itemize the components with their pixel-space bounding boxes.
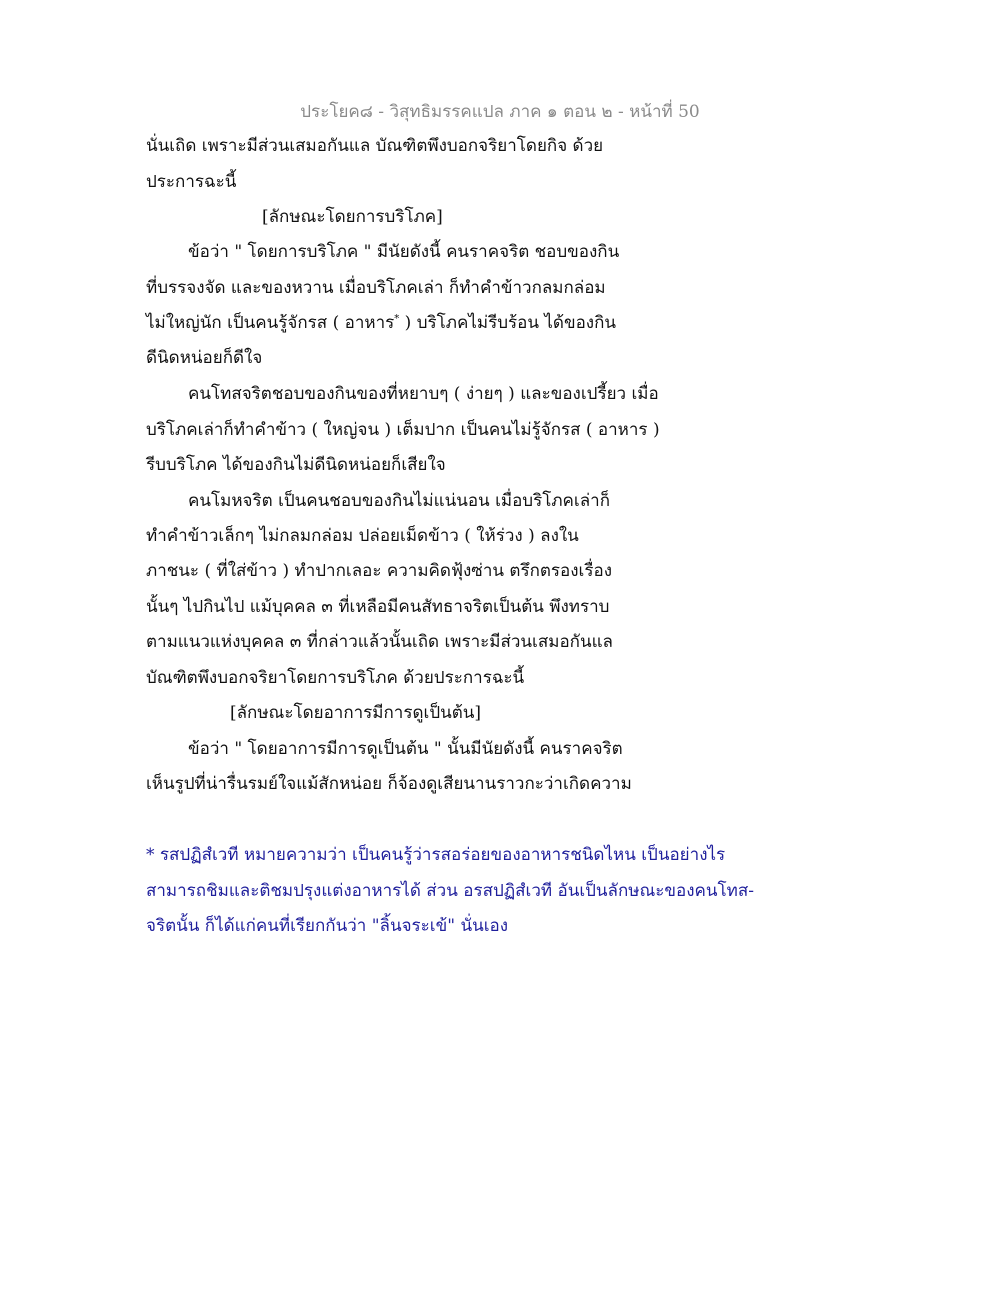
footnote-line-1: * รสปฏิสํเวที หมายความว่า เป็นคนรู้ว่ารสอร่อยของอาหารชนิดไหน เป็นอย่างไร (146, 845, 726, 865)
footnote-marker: * (394, 313, 400, 325)
body-line-7: คนโทสจริตชอบของกินของที่หยาบๆ ( ง่ายๆ ) และของเปรี้ยว เมื่อ (188, 384, 659, 404)
footnote-line-2: สามารถชิมและติชมปรุงแต่งอาหารได้ ส่วน อรสปฏิสํเวที อันเป็นลักษณะของคนโทส- (146, 881, 754, 901)
body-line-8: บริโภคเล่าก็ทำคำข้าว ( ใหญ่จน ) เต็มปาก เป็นคนไม่รู้จักรส ( อาหาร ) (146, 420, 660, 440)
body-line-5-after: ) บริโภคไม่รีบร้อน ได้ของกิน (399, 313, 617, 333)
body-line-4: ที่บรรจงจัด และของหวาน เมื่อบริโภคเล่า ก็ทำคำข้าวกลมกล่อม (146, 278, 606, 298)
body-line-17: เห็นรูปที่น่ารื่นรมย์ใจแม้สักหน่อย ก็จ้องดูเสียนานราวกะว่าเกิดความ (146, 774, 632, 794)
body-line-5-before: ไม่ใหญ่นัก เป็นคนรู้จักรส ( อาหาร (146, 313, 395, 333)
page-header: ประโยค๘ - วิสุทธิมรรคแปล ภาค ๑ ตอน ๒ - หน้าที่ 50 (300, 102, 700, 122)
body-line-3: ข้อว่า " โดยการบริโภค " มีนัยดังนี้ คนราคจริต ชอบของกิน (188, 242, 620, 262)
body-line-13: นั้นๆ ไปกินไป แม้บุคคล ๓ ที่เหลือมีคนสัทธาจริตเป็นต้น พึงทราบ (146, 597, 610, 617)
footnote-line-3: จริตนั้น ก็ได้แก่คนที่เรียกกันว่า "ลิ้นจระเข้" นั่นเอง (146, 916, 509, 936)
body-line-10: คนโมหจริต เป็นคนชอบของกินไม่แน่นอน เมื่อบริโภคเล่าก็ (188, 491, 610, 511)
body-line-2: ประการฉะนี้ (146, 172, 237, 192)
body-line-12: ภาชนะ ( ที่ใส่ข้าว ) ทำปากเลอะ ความคิดฟุ้งซ่าน ตรึกตรองเรื่อง (146, 561, 612, 581)
body-line-15: บัณฑิตพึงบอกจริยาโดยการบริโภค ด้วยประการฉะนี้ (146, 668, 525, 688)
section-heading-looking: [ลักษณะโดยอาการมีการดูเป็นต้น] (230, 703, 482, 723)
body-line-16: ข้อว่า " โดยอาการมีการดูเป็นต้น " นั้นมีนัยดังนี้ คนราคจริต (188, 739, 623, 759)
section-heading-consumption: [ลักษณะโดยการบริโภค] (262, 207, 443, 227)
body-line-1: นั่นเถิด เพราะมีส่วนเสมอกันแล บัณฑิตพึงบอกจริยาโดยกิจ ด้วย (146, 136, 604, 156)
body-line-9: รีบบริโภค ได้ของกินไม่ดีนิดหน่อยก็เสียใจ (146, 455, 446, 475)
body-line-6: ดีนิดหน่อยก็ดีใจ (146, 348, 263, 368)
body-line-11: ทำคำข้าวเล็กๆ ไม่กลมกล่อม ปล่อยเม็ดข้าว ( ให้ร่วง ) ลงใน (146, 526, 579, 546)
body-line-5 (146, 309, 616, 336)
body-line-14: ตามแนวแห่งบุคคล ๓ ที่กล่าวแล้วนั้นเถิด เพราะมีส่วนเสมอกันแล (146, 632, 613, 652)
